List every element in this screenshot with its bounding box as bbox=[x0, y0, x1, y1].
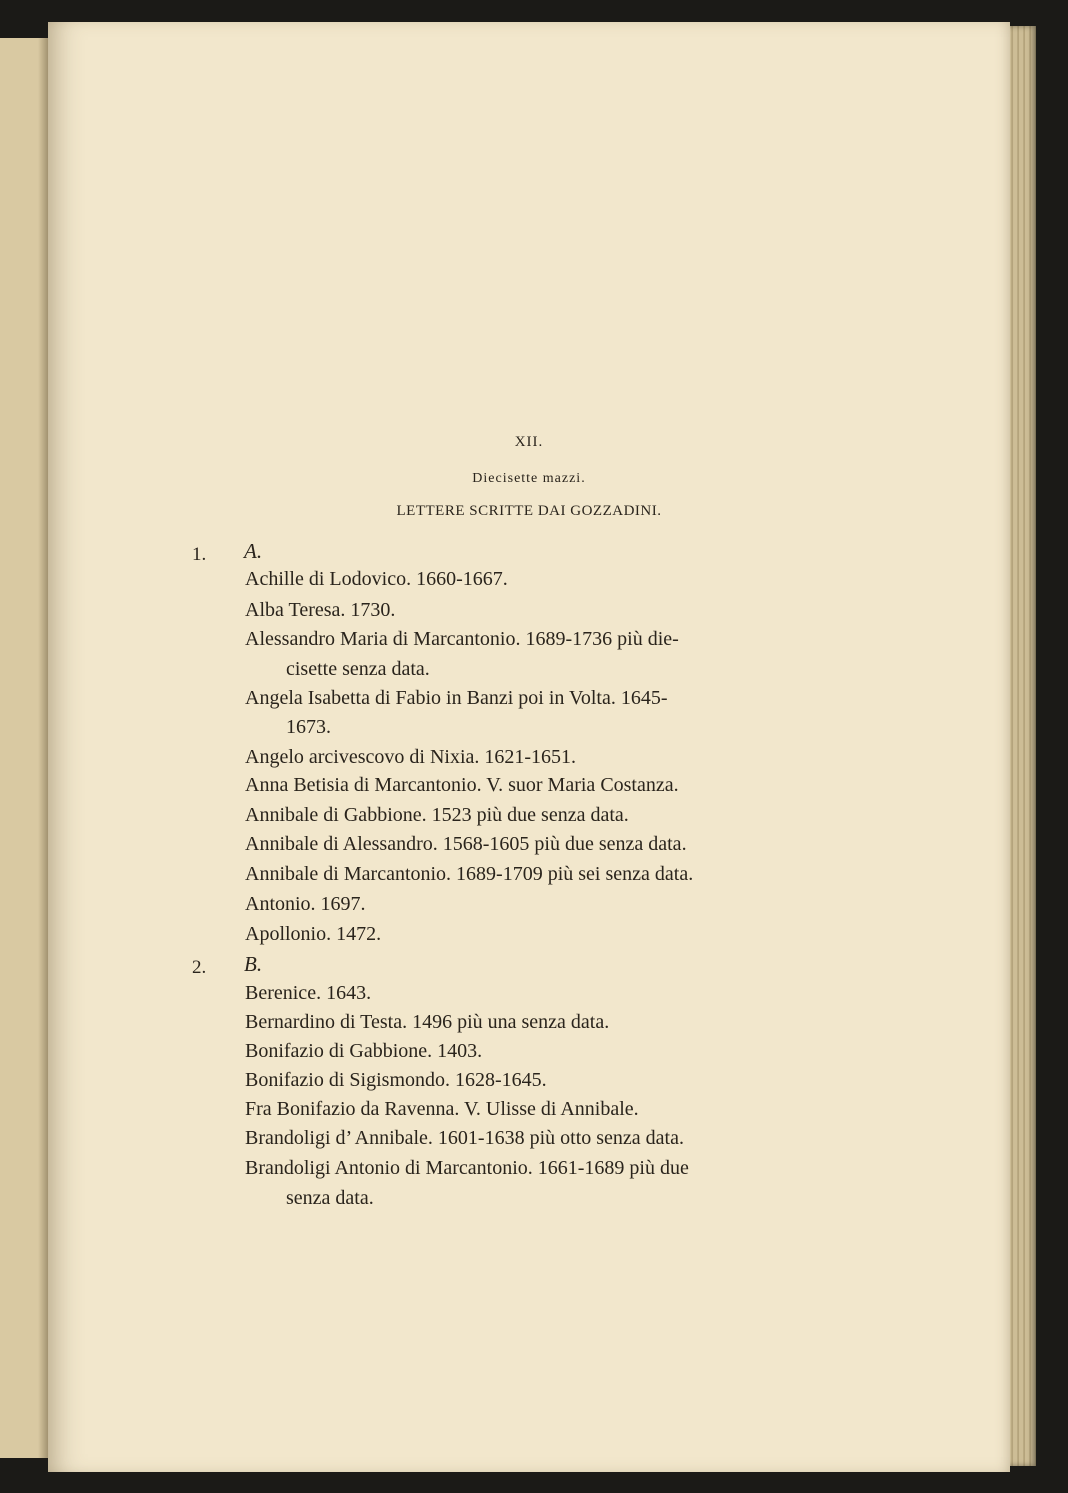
left-page-edge bbox=[0, 38, 50, 1458]
list-item: Fra Bonifazio da Ravenna. V. Ulisse di Annibale. bbox=[245, 1098, 639, 1120]
list-item: Angelo arcivescovo di Nixia. 1621-1651. bbox=[245, 746, 577, 768]
section-number: XII. bbox=[514, 434, 544, 450]
group-letter-a: A. bbox=[244, 539, 263, 563]
book-page bbox=[48, 22, 1010, 1472]
list-item: Antonio. 1697. bbox=[245, 893, 366, 915]
section-title: LETTERE SCRITTE DAI GOZZADINI. bbox=[396, 503, 662, 519]
page-content bbox=[48, 22, 1010, 1472]
list-item: Bernardino di Testa. 1496 più una senza data. bbox=[245, 1011, 610, 1033]
group-number-b: 2. bbox=[192, 957, 207, 978]
list-item: Alba Teresa. 1730. bbox=[245, 599, 396, 621]
list-item: Bonifazio di Sigismondo. 1628-1645. bbox=[245, 1069, 547, 1091]
list-item-continuation: cisette senza data. bbox=[286, 658, 430, 680]
list-item: Annibale di Gabbione. 1523 più due senza data. bbox=[245, 804, 629, 826]
list-item: Berenice. 1643. bbox=[245, 982, 372, 1004]
list-item: Anna Betisia di Marcantonio. V. suor Maria Costanza. bbox=[245, 774, 679, 796]
list-item: Annibale di Marcantonio. 1689-1709 più sei senza data. bbox=[245, 863, 694, 885]
list-item: Achille di Lodovico. 1660-1667. bbox=[245, 568, 508, 590]
list-item: Annibale di Alessandro. 1568-1605 più due senza data. bbox=[245, 833, 687, 855]
list-item: Brandoligi Antonio di Marcantonio. 1661-1689 più due bbox=[245, 1157, 689, 1179]
list-item: Angela Isabetta di Fabio in Banzi poi in Volta. 1645- bbox=[245, 687, 668, 709]
group-letter-b: B. bbox=[244, 952, 263, 976]
list-item-continuation: senza data. bbox=[286, 1187, 374, 1209]
group-number-a: 1. bbox=[192, 544, 207, 565]
list-item: Bonifazio di Gabbione. 1403. bbox=[245, 1040, 483, 1062]
list-item-continuation: 1673. bbox=[286, 716, 331, 738]
list-item: Alessandro Maria di Marcantonio. 1689-1736 più die- bbox=[245, 628, 679, 650]
list-item: Brandoligi d’ Annibale. 1601-1638 più otto senza data. bbox=[245, 1127, 684, 1149]
section-subtitle: Diecisette mazzi. bbox=[472, 471, 586, 486]
list-item: Apollonio. 1472. bbox=[245, 923, 382, 945]
